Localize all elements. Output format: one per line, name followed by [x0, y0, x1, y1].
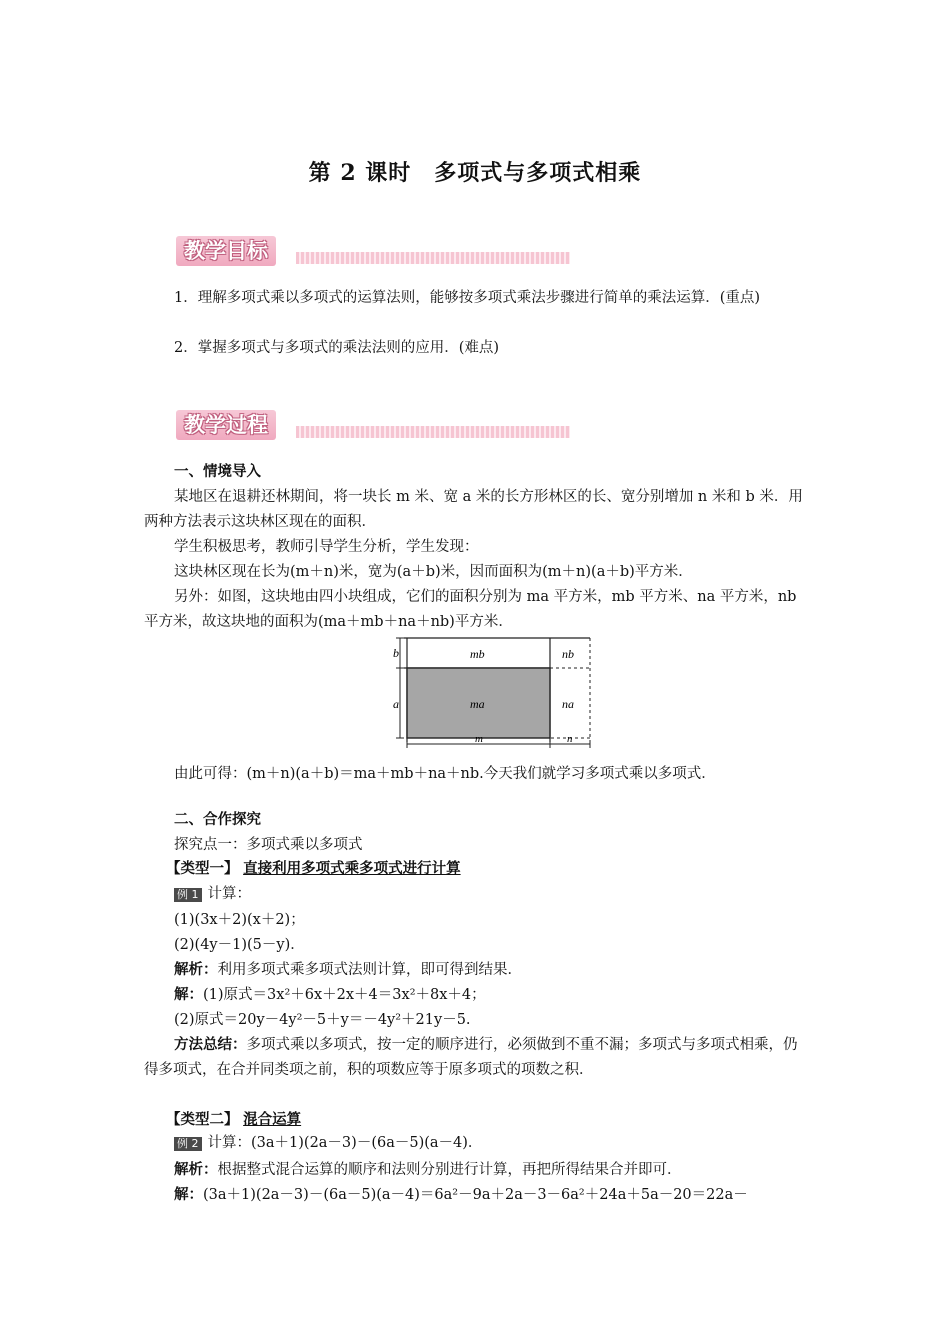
analysis-label: 解析： [174, 1162, 218, 1178]
label-m: m [475, 733, 483, 745]
type1-line [166, 857, 828, 882]
solution-text: (3a＋1)(2a－3)－(6a－5)(a－4)＝6a²－9a＋2a－3－6a²＋24a＋5a－20＝22a－ [203, 1187, 748, 1203]
example-1-prompt: 计算： [207, 886, 251, 902]
banner-dots [296, 426, 570, 438]
example-2-prompt: 计算：(3a＋1)(2a－3)－(6a－5)(a－4)． [207, 1135, 483, 1151]
solution-label: 解： [174, 1187, 203, 1203]
example-1-q1: (1)(3x＋2)(x＋2)； [174, 912, 305, 928]
method-label: 方法总结： [174, 1037, 247, 1053]
part1-heading: 一、情境导入 [174, 464, 261, 480]
method-summary [144, 1033, 806, 1083]
part1-p5: 由此可得：(m＋n)(a＋b)＝ma＋mb＋na＋nb.今天我们就学习多项式乘以多项式． [174, 766, 716, 782]
area-figure [390, 634, 600, 754]
type2-tag: 【类型二】 [166, 1112, 239, 1128]
example-1-line [174, 882, 836, 907]
example-1-solution [174, 983, 836, 1008]
example-2-analysis [174, 1158, 836, 1183]
solution-label: 解： [174, 987, 203, 1003]
explore-point-1: 探究点一：多项式乘以多项式 [174, 837, 363, 853]
example-1-q2: (2)(4y－1)(5－y)． [174, 937, 305, 953]
section-banner-goals [176, 236, 570, 266]
section-badge: 教学目标 [176, 236, 276, 266]
solution-text-1: (1)原式＝3x²＋6x＋2x＋4＝3x²＋8x＋4； [203, 987, 486, 1003]
section-badge: 教学过程 [176, 410, 276, 440]
label-a: a [393, 697, 399, 711]
goal-1: 1．理解多项式乘以多项式的运算法则，能够按多项式乘法步骤进行简单的乘法运算．(重点) [174, 290, 761, 306]
method-text: 多项式乘以多项式，按一定的顺序进行，必须做到不重不漏；多项式与多项式相乘，仍得多项式，在合并同类项之前，积的项数应等于原多项式的项数之积． [144, 1037, 798, 1078]
label-ma: ma [470, 697, 485, 711]
banner-dots [296, 252, 570, 264]
analysis-text: 根据整式混合运算的顺序和法则分别进行计算，再把所得结果合并即可． [217, 1162, 682, 1178]
goal-2: 2．掌握多项式与多项式的乘法法则的应用．(难点) [174, 340, 500, 356]
part1-p4: 另外：如图，这块地由四小块组成，它们的面积分别为 ma 平方米，mb 平方米、na 平方米，nb 平方米，故这块地的面积为(ma＋mb＋na＋nb)平方米． [144, 589, 797, 630]
example-2-line [174, 1131, 836, 1156]
part2-heading: 二、合作探究 [174, 812, 261, 828]
part1-p2: 学生积极思考，教师引导学生分析，学生发现： [174, 539, 479, 555]
type1-title: 直接利用多项式乘多项式进行计算 [243, 861, 461, 877]
page-title: 第 2 课时 多项式与多项式相乘 [308, 160, 642, 186]
label-n: n [567, 733, 573, 745]
label-mb: mb [470, 647, 485, 661]
analysis-text: 利用多项式乘多项式法则计算，即可得到结果． [217, 962, 522, 978]
part1-p3: 这块林区现在长为(m＋n)米，宽为(a＋b)米，因而面积为(m＋n)(a＋b)平方米． [174, 564, 693, 580]
example-2-solution [174, 1183, 814, 1208]
label-nb: nb [562, 647, 574, 661]
type2-title: 混合运算 [243, 1112, 302, 1128]
example-1-analysis [174, 958, 836, 983]
part1-p1: 某地区在退耕还林期间，将一块长 m 米、宽 a 米的长方形林区的长、宽分别增加 n 米和 b 米．用两种方法表示这块林区现在的面积． [144, 489, 803, 530]
example-2-badge: 例 2 [174, 1137, 202, 1151]
type1-tag: 【类型一】 [166, 861, 239, 877]
example-1-badge: 例 1 [174, 888, 202, 902]
type2-line [166, 1108, 828, 1133]
section-banner-process [176, 410, 570, 440]
label-b: b [393, 646, 399, 660]
example-1-solution-2: (2)原式＝20y－4y²－5＋y＝－4y²＋21y－5. [174, 1012, 471, 1028]
analysis-label: 解析： [174, 962, 218, 978]
label-na: na [562, 697, 574, 711]
